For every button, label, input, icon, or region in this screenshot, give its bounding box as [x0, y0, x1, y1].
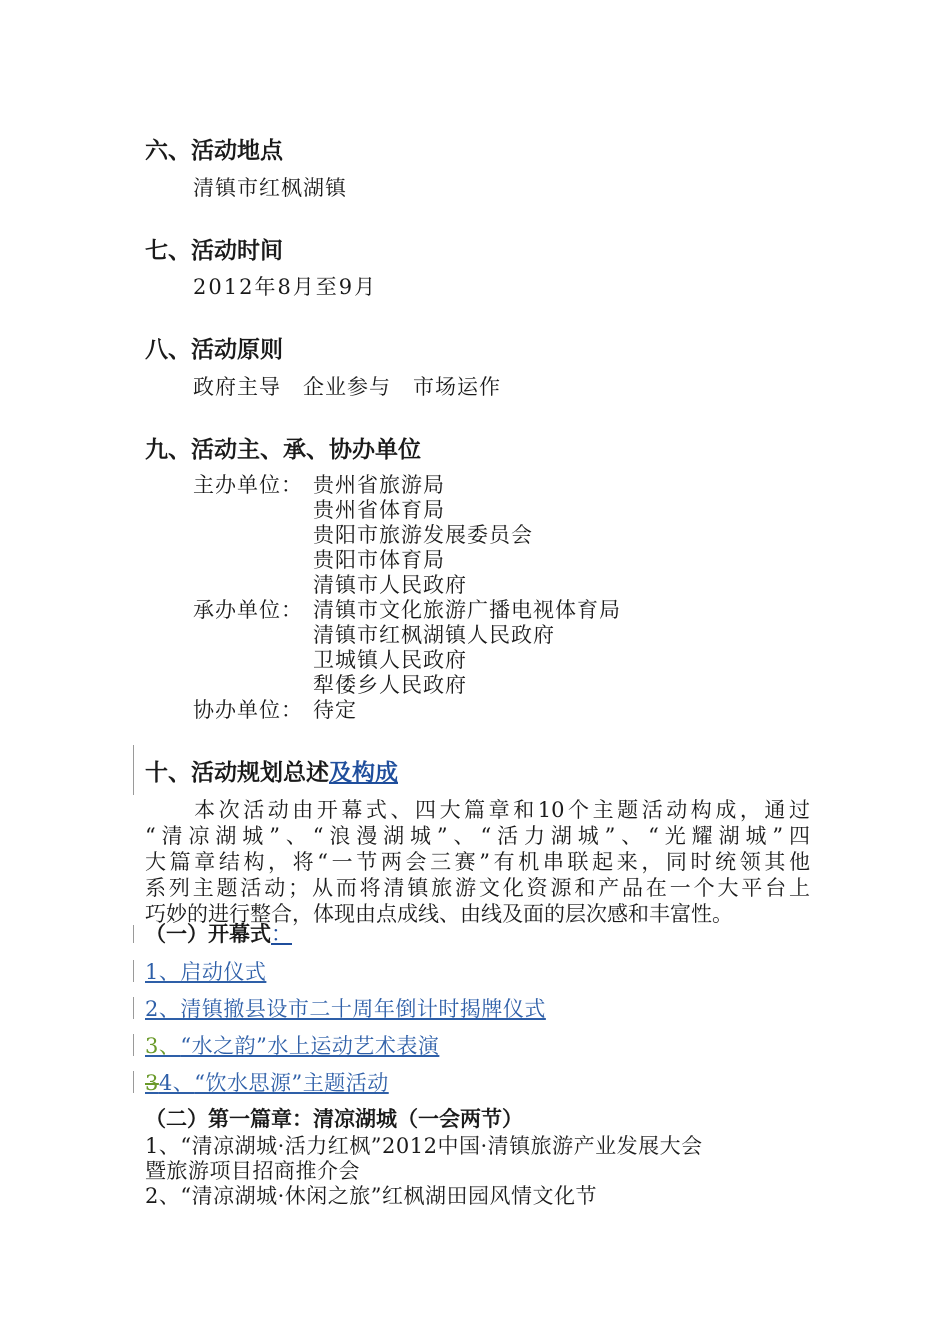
- subheading-opening-link[interactable]: ：: [271, 922, 292, 946]
- opening-item-2[interactable]: 2、清镇撤县设市二十周年倒计时揭牌仪式: [145, 997, 546, 1021]
- overview-paragraph: [145, 797, 810, 927]
- heading-organizers: 九、活动主、承、协办单位: [145, 437, 421, 463]
- organizer-value: 贵州省体育局: [313, 498, 445, 522]
- revision-bar: [133, 1071, 134, 1093]
- organizer-value: 清镇市红枫湖镇人民政府: [313, 623, 555, 647]
- paragraph-line: 本次活动由开幕式、四大篇章和10个主题活动构成，通过: [145, 798, 810, 822]
- subheading-chapter-one: （二）第一篇章：清凉湖城（一会两节）: [145, 1107, 523, 1131]
- item-number: 4、: [158, 1071, 195, 1095]
- location-text: 清镇市红枫湖镇: [193, 176, 347, 200]
- item-number: 3、: [145, 1034, 181, 1058]
- organizer-label: 协办单位：: [193, 698, 303, 722]
- organizer-label: 主办单位：: [193, 473, 303, 497]
- deleted-number: 3: [145, 1071, 159, 1095]
- time-text: 2012年8月至9月: [193, 275, 378, 299]
- chapter-line: 1、“清凉湖城·活力红枫”2012中国·清镇旅游产业发展大会: [145, 1134, 703, 1158]
- subheading-opening-text: （一）开幕式: [145, 922, 271, 946]
- organizer-value: 待定: [313, 698, 357, 722]
- revision-bar: [133, 997, 134, 1019]
- organizer-value: 贵阳市旅游发展委员会: [313, 523, 533, 547]
- organizer-value: 清镇市人民政府: [313, 573, 467, 597]
- paragraph-line: 巧妙的进行整合，体现由点成线、由线及面的层次感和丰富性。: [145, 902, 733, 926]
- heading-principle: 八、活动原则: [145, 337, 283, 363]
- opening-item-3[interactable]: [145, 1033, 439, 1059]
- paragraph-line: 系列主题活动；从而将清镇旅游文化资源和产品在一个大平台上: [145, 876, 810, 900]
- item-text: “饮水思源”主题活动: [194, 1071, 389, 1095]
- item-text: “水之韵”水上运动艺术表演: [180, 1034, 440, 1058]
- heading-time: 七、活动时间: [145, 238, 283, 264]
- heading-location: 六、活动地点: [145, 138, 283, 164]
- organizer-label: 承办单位：: [193, 598, 303, 622]
- revision-bar: [133, 1034, 134, 1056]
- heading-overview-link[interactable]: 及构成: [329, 760, 398, 786]
- revision-bar: [133, 960, 134, 982]
- subheading-opening: [145, 921, 292, 947]
- revision-bar: [133, 745, 134, 795]
- organizer-value: 清镇市文化旅游广播电视体育局: [313, 598, 621, 622]
- paragraph-line: 大篇章结构，将“一节两会三赛”有机串联起来，同时统领其他: [145, 850, 810, 874]
- chapter-line: 2、“清凉湖城·休闲之旅”红枫湖田园风情文化节: [145, 1184, 598, 1208]
- organizer-value: 贵州省旅游局: [313, 473, 445, 497]
- organizer-value: 卫城镇人民政府: [313, 648, 467, 672]
- paragraph-line: “清凉湖城”、“浪漫湖城”、“活力湖城”、“光耀湖城”四: [145, 824, 810, 848]
- organizer-value: 犁倭乡人民政府: [313, 673, 467, 697]
- opening-item-4[interactable]: [145, 1070, 389, 1096]
- principle-text: 政府主导 企业参与 市场运作: [193, 375, 501, 399]
- organizer-value: 贵阳市体育局: [313, 548, 445, 572]
- chapter-line: 暨旅游项目招商推介会: [145, 1159, 360, 1183]
- revision-bar: [133, 925, 134, 943]
- heading-overview: [145, 758, 398, 788]
- opening-item-1[interactable]: 1、启动仪式: [145, 960, 267, 984]
- heading-overview-text: 十、活动规划总述: [145, 760, 329, 786]
